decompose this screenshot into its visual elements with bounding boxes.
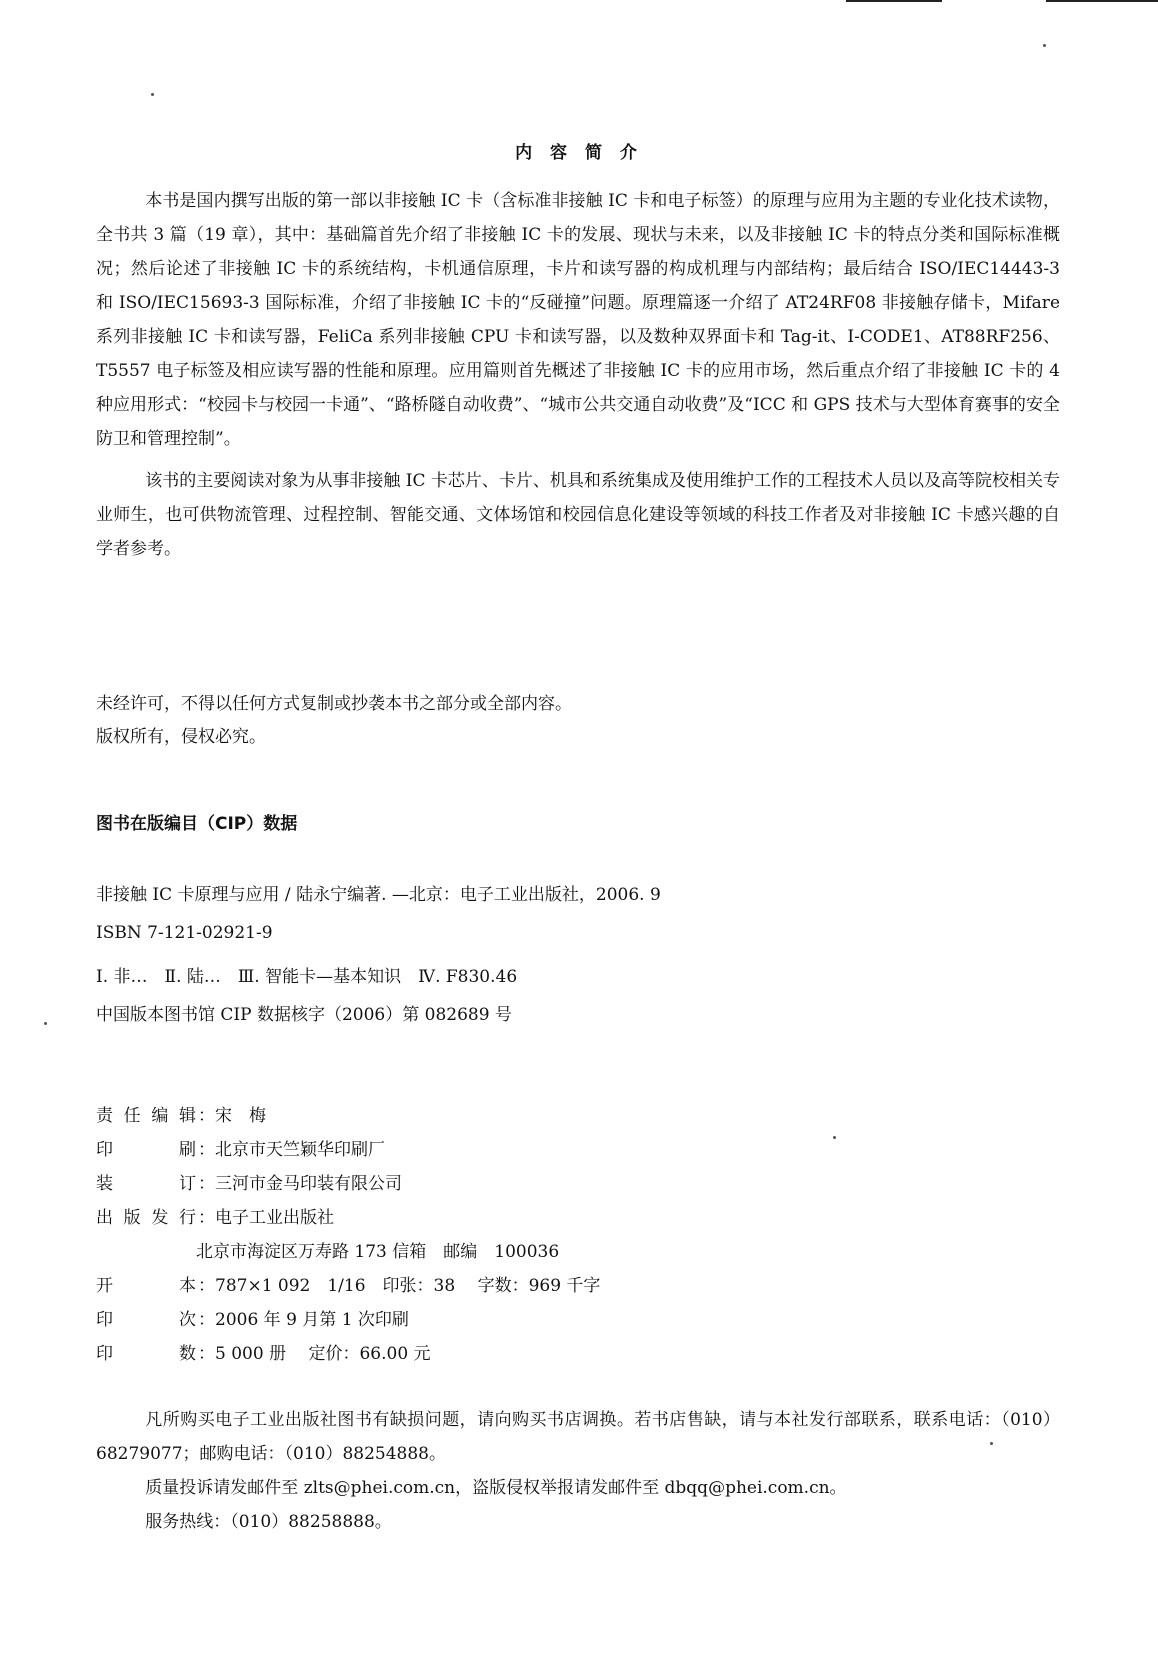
publication-label	[96, 1303, 196, 1337]
publication-row	[96, 1167, 600, 1201]
cip-line: 非接触 IC 卡原理与应用 / 陆永宁编著. —北京：电子工业出版社，2006. 9	[96, 885, 661, 905]
publication-label	[96, 1133, 196, 1167]
label-char: 印	[96, 1140, 113, 1160]
label-char: 开	[96, 1276, 113, 1296]
cip-heading: 图书在版编目（CIP）数据	[96, 814, 298, 834]
publication-label	[96, 1337, 196, 1371]
copyright-notice	[96, 688, 572, 754]
scan-speck	[833, 1136, 836, 1139]
publication-value: ：5 000 册 定价：66.00 元	[198, 1344, 431, 1364]
publication-label	[96, 1235, 196, 1269]
label-char: 印	[96, 1310, 113, 1330]
publication-value: ：三河市金马印装有限公司	[198, 1174, 402, 1194]
label-char: 出	[96, 1208, 113, 1228]
scan-speck	[1043, 44, 1046, 47]
scan-top-rule-right	[1046, 0, 1158, 2]
scan-speck	[151, 93, 154, 96]
label-char: 次	[179, 1310, 196, 1330]
cip-data	[96, 876, 661, 1034]
label-char: 行	[178, 1208, 196, 1228]
summary-paragraph: 本书是国内撰写出版的第一部以非接触 IC 卡（含标准非接触 IC 卡和电子标签）的原理与应用为主题的专业化技术读物，全书共 3 篇（19 章），其中：基础篇首先介绍了非接触 IC 卡的发展、现状与未来，以及非接触 IC 卡的特点分类和国际标准概况；然后论述了非接触 IC 卡的系统结构，卡机通信原理，卡片和读写器的构成机理与内部结构；最后结合 ISO/IEC14443-3 和 ISO/IEC15693-3 国际标准，介绍了非接触 IC 卡的“反碰撞”问题。原理篇逐一介绍了 AT24RF08 非接触存储卡，Mifare 系列非接触 IC 卡和读写器，FeliCa 系列非接触 CPU 卡和读写器，以及数种双界面卡和 Tag-it、I-CODE1、AT88RF256、T5557 电子标签及相应读写器的性能和原理。应用篇则首先概述了非接触 IC 卡的应用市场，然后重点介绍了非接触 IC 卡的 4 种应用形式：“校园卡与校园一卡通”、“路桥隧自动收费”、“城市公共交通自动收费”及“ICC 和 GPS 技术与大型体育赛事的安全防卫和管理控制”。	[96, 191, 1060, 449]
label-char: 发	[151, 1208, 169, 1228]
label-char: 版	[123, 1208, 141, 1228]
scan-speck	[44, 1022, 47, 1025]
publication-row	[96, 1099, 600, 1133]
cip-line: Ⅰ. 非… Ⅱ. 陆… Ⅲ. 智能卡—基本知识 Ⅳ. F830.46	[96, 967, 518, 987]
publication-label	[96, 1269, 196, 1303]
label-char: 印	[96, 1344, 113, 1364]
label-char: 数	[179, 1344, 196, 1364]
copyright-line: 版权所有，侵权必究。	[96, 727, 266, 747]
publication-row	[96, 1235, 600, 1269]
label-char: 任	[123, 1106, 141, 1126]
service-notice	[96, 1403, 1060, 1539]
cip-line: 中国版本图书馆 CIP 数据核字（2006）第 082689 号	[96, 1005, 512, 1025]
publication-row	[96, 1269, 600, 1303]
cip-line: ISBN 7-121-02921-9	[96, 923, 273, 943]
notice-line: 质量投诉请发邮件至 zlts@phei.com.cn，盗版侵权举报请发邮件至 dbqq@phei.com.cn。	[145, 1478, 847, 1498]
publication-row	[96, 1337, 600, 1371]
publication-label	[96, 1099, 196, 1133]
notice-line: 凡所购买电子工业出版社图书有缺损问题，请向购买书店调换。若书店售缺，请与本社发行部联系，联系电话：（010）68279077；邮购电话：（010）88254888。	[96, 1410, 1060, 1464]
publication-value: ：2006 年 9 月第 1 次印刷	[198, 1310, 409, 1330]
publication-label	[96, 1167, 196, 1201]
publication-row	[96, 1201, 600, 1235]
label-char: 刷	[179, 1140, 196, 1160]
label-char: 装	[96, 1174, 113, 1194]
label-char: 编	[151, 1106, 169, 1126]
label-char: 订	[179, 1174, 196, 1194]
copyright-line: 未经许可，不得以任何方式复制或抄袭本书之部分或全部内容。	[96, 694, 572, 714]
publication-row	[96, 1303, 600, 1337]
publication-value: ：电子工业出版社	[198, 1208, 334, 1228]
publication-details	[96, 1099, 600, 1371]
publication-value: ：787×1 092 1/16 印张：38 字数：969 千字	[198, 1276, 601, 1296]
label-char: 本	[179, 1276, 196, 1296]
publication-row	[96, 1133, 600, 1167]
label-char: 辑	[178, 1106, 196, 1126]
summary-paragraph: 该书的主要阅读对象为从事非接触 IC 卡芯片、卡片、机具和系统集成及使用维护工作的工程技术人员以及高等院校相关专业师生，也可供物流管理、过程控制、智能交通、文体场馆和校园信息化建设等领域的科技工作者及对非接触 IC 卡感兴趣的自学者参考。	[96, 471, 1060, 559]
publication-label	[96, 1201, 196, 1235]
notice-line: 服务热线：（010）88258888。	[145, 1512, 392, 1532]
scan-top-rule-left	[846, 0, 942, 2]
content-summary	[96, 184, 1060, 574]
publication-value: ：宋 梅	[198, 1106, 266, 1126]
label-char: 责	[96, 1106, 113, 1126]
publication-value: ：北京市天竺颖华印刷厂	[198, 1140, 385, 1160]
publication-value: 北京市海淀区万寿路 173 信箱 邮编 100036	[196, 1242, 560, 1262]
page-title: 内 容 简 介	[515, 143, 643, 163]
